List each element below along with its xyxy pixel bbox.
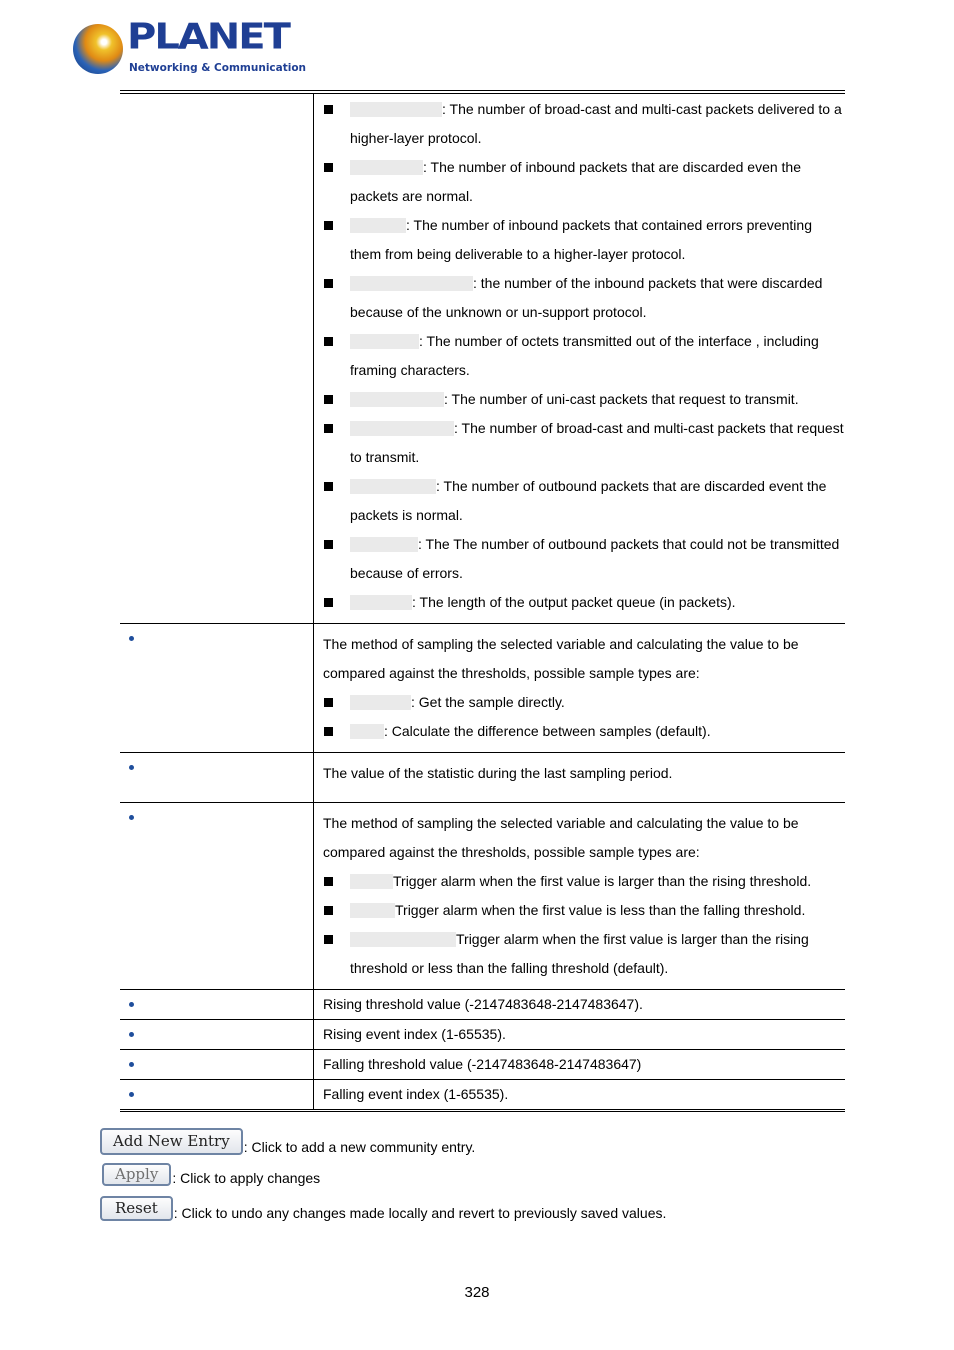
list-item: : The number of broad-cast and multi-cast packets that request to transmit. xyxy=(323,414,845,472)
list-item: Trigger alarm when the first value is larger than the rising threshold or less than the falling threshold (default). xyxy=(323,925,845,983)
redacted-term xyxy=(350,479,436,494)
param-desc-cell xyxy=(314,94,845,623)
apply-button[interactable]: Apply xyxy=(102,1163,171,1186)
button-description: : Click to apply changes xyxy=(172,1170,321,1186)
redacted-term xyxy=(350,334,419,349)
param-name-cell xyxy=(120,1020,314,1049)
param-name-cell xyxy=(120,624,314,752)
logo-subtitle: Networking & Communication xyxy=(129,62,307,74)
redacted-term xyxy=(350,903,395,918)
param-description: The method of sampling the selected variable and calculating the value to be compared against the thresholds, possible sample types are: xyxy=(323,636,799,681)
list-item: Trigger alarm when the first value is larger than the rising threshold. xyxy=(323,867,845,896)
bullet-dot-icon xyxy=(129,636,134,641)
list-item: : the number of the inbound packets that were discarded because of the unknown or un-support protocol. xyxy=(323,269,845,327)
param-desc-cell xyxy=(314,624,845,752)
redacted-term xyxy=(350,695,411,710)
param-description: The value of the statistic during the last sampling period. xyxy=(323,765,673,781)
bullet-dot-icon xyxy=(129,815,134,820)
list-item: Trigger alarm when the first value is less than the falling threshold. xyxy=(323,896,845,925)
param-desc-cell xyxy=(314,990,845,1019)
table-row-sample-type xyxy=(120,624,845,753)
param-desc-cell xyxy=(314,753,845,802)
button-legend-add xyxy=(100,1128,475,1155)
list-item: : Get the sample directly. xyxy=(323,688,845,717)
redacted-term xyxy=(350,218,406,233)
param-desc-cell xyxy=(314,1050,845,1079)
redacted-term xyxy=(350,421,454,436)
table-row-startup-alarm xyxy=(120,803,845,990)
table-row-falling-index xyxy=(120,1080,845,1112)
param-description: Rising event index (1-65535). xyxy=(323,1026,506,1042)
parameter-table xyxy=(120,90,845,1112)
globe-icon xyxy=(73,24,123,74)
redacted-term xyxy=(350,874,393,889)
bullet-dot-icon xyxy=(129,1062,134,1067)
redacted-term xyxy=(350,102,442,117)
bullet-dot-icon xyxy=(129,765,134,770)
list-item: : The number of outbound packets that are discarded event the packets is normal. xyxy=(323,472,845,530)
param-description: Falling event index (1-65535). xyxy=(323,1086,509,1102)
table-row-value xyxy=(120,753,845,803)
redacted-term xyxy=(350,392,444,407)
param-desc-cell xyxy=(314,803,845,989)
list-item: : The number of broad-cast and multi-cast packets delivered to a higher-layer protocol. xyxy=(323,95,845,153)
param-desc-cell xyxy=(314,1020,845,1049)
button-legend-reset xyxy=(100,1196,666,1221)
page-number: 328 xyxy=(464,1284,490,1301)
planet-logo xyxy=(73,16,307,78)
list-item: : The The number of outbound packets that could not be transmitted because of errors. xyxy=(323,530,845,588)
redacted-term xyxy=(350,932,456,947)
param-description: Falling threshold value (-2147483648-2147483647) xyxy=(323,1056,642,1072)
param-name-cell xyxy=(120,753,314,802)
bullet-dot-icon xyxy=(129,1092,134,1097)
table-row-rising-index xyxy=(120,1020,845,1050)
param-name-cell xyxy=(120,1050,314,1079)
list-item: : The number of inbound packets that contained errors preventing them from being deliverable to a higher-layer protocol. xyxy=(323,211,845,269)
param-description: Rising threshold value (-2147483648-2147483647). xyxy=(323,996,643,1012)
redacted-term xyxy=(350,160,423,175)
logo-wordmark: PLANET xyxy=(127,16,289,58)
param-description: The method of sampling the selected variable and calculating the value to be compared against the thresholds, possible sample types are: xyxy=(323,815,799,860)
redacted-term xyxy=(350,537,418,552)
bullet-dot-icon xyxy=(129,1002,134,1007)
table-row-falling-threshold xyxy=(120,1050,845,1080)
redacted-term xyxy=(350,595,412,610)
param-name-cell xyxy=(120,990,314,1019)
table-row-rising-threshold xyxy=(120,990,845,1020)
redacted-term xyxy=(350,276,473,291)
list-item: : The number of uni-cast packets that request to transmit. xyxy=(323,385,845,414)
button-legend-apply xyxy=(100,1163,320,1186)
table-row-variable-continued xyxy=(120,94,845,624)
param-name-cell xyxy=(120,803,314,989)
param-desc-cell xyxy=(314,1080,845,1109)
bullet-dot-icon xyxy=(129,1032,134,1037)
reset-button[interactable]: Reset xyxy=(100,1196,173,1221)
list-item: : The number of inbound packets that are discarded even the packets are normal. xyxy=(323,153,845,211)
button-description: : Click to undo any changes made locally and revert to previously saved values. xyxy=(173,1205,667,1221)
param-name-cell xyxy=(120,94,314,623)
button-description: : Click to add a new community entry. xyxy=(243,1139,476,1155)
redacted-term xyxy=(350,724,384,739)
param-name-cell xyxy=(120,1080,314,1109)
list-item: : The number of octets transmitted out of the interface , including framing characters. xyxy=(323,327,845,385)
add-new-entry-button[interactable]: Add New Entry xyxy=(100,1128,243,1155)
list-item: : The length of the output packet queue (in packets). xyxy=(323,588,845,617)
list-item: : Calculate the difference between samples (default). xyxy=(323,717,845,746)
